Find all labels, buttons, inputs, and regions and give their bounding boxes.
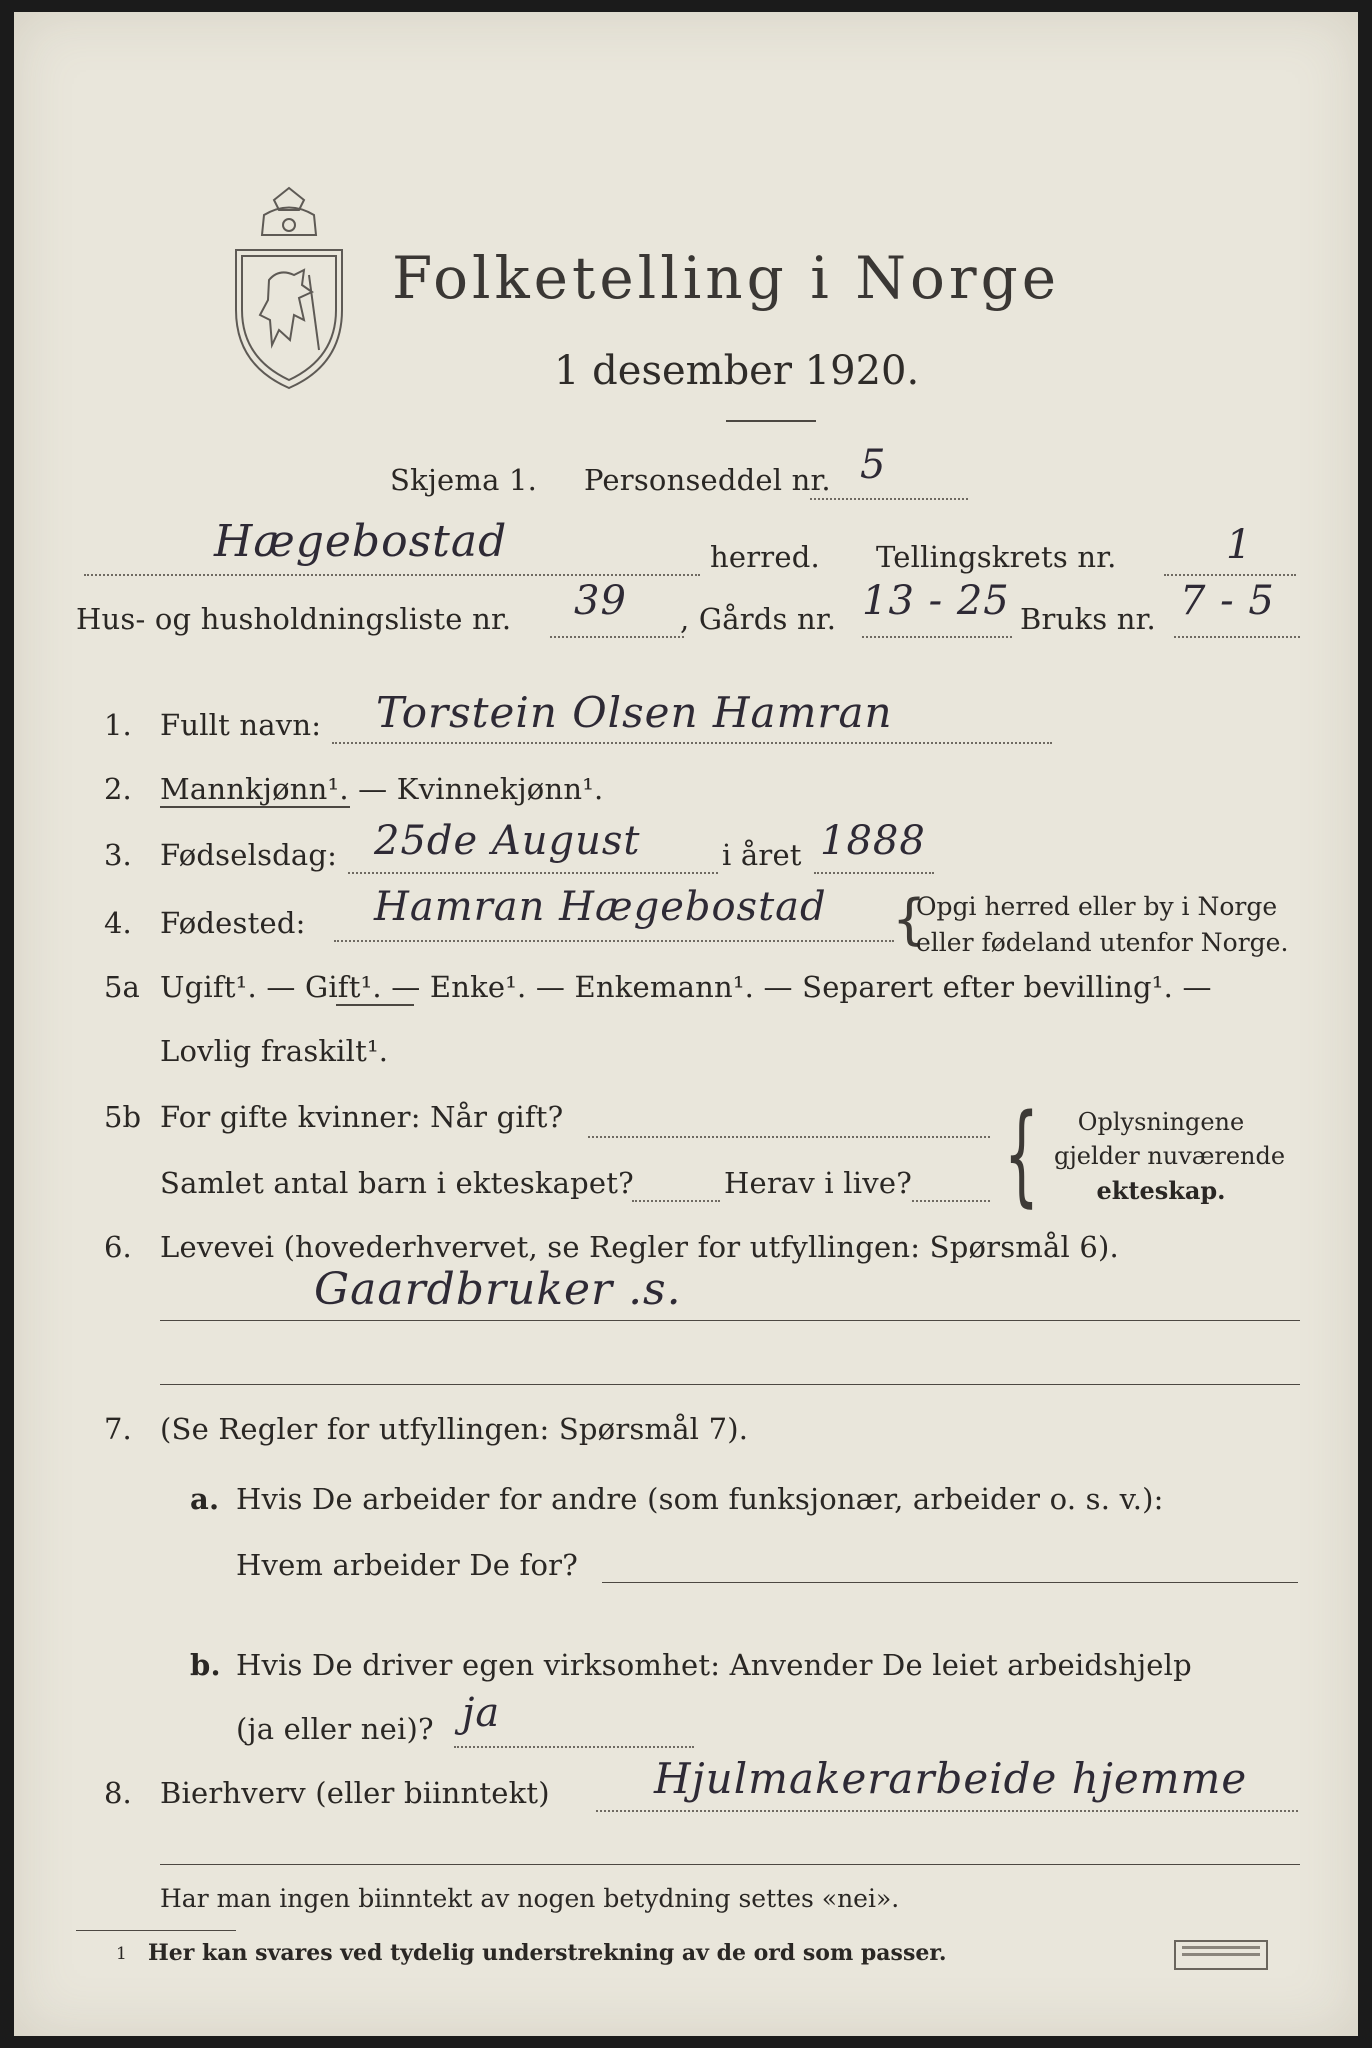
q5b-note-line2: gjelder nuværende	[1054, 1142, 1286, 1170]
q5b-married-field-line	[588, 1136, 990, 1138]
q4-field-line	[334, 940, 894, 942]
q7a-letter: a.	[190, 1482, 220, 1516]
q5b-note-line1: Oplysningene	[1077, 1108, 1245, 1136]
q7b-answer-value[interactable]: ja	[462, 1690, 501, 1736]
q3-label: Fødselsdag:	[160, 838, 338, 872]
q6-field-line-2	[160, 1384, 1300, 1385]
q4-birthplace-value[interactable]: Hamran Hægebostad	[374, 884, 827, 930]
bruks-field-line	[1174, 636, 1300, 638]
q6-label: Levevei (hovederhvervet, se Regler for utfyllingen: Spørsmål 6).	[160, 1230, 1119, 1264]
footer-note: Har man ingen biinntekt av nogen betydning settes «nei».	[160, 1884, 900, 1913]
bruks-label: Bruks nr.	[1020, 602, 1156, 636]
census-date: 1 desember 1920.	[554, 348, 920, 394]
q6-occupation-value[interactable]: Gaardbruker .s.	[314, 1264, 682, 1315]
q7b-question: Hvis De driver egen virksomhet: Anvender De leiet arbeidshjelp	[236, 1648, 1192, 1682]
q4-label: Fødested:	[160, 906, 306, 940]
herred-field-line	[84, 574, 700, 576]
q2-gender-options: Mannkjønn¹. — Kvinnekjønn¹.	[160, 772, 604, 806]
q8-field-line-2	[160, 1864, 1300, 1865]
q7b-answer-label: (ja eller nei)?	[236, 1712, 434, 1746]
bruks-value[interactable]: 7 - 5	[1180, 578, 1275, 624]
footnote-text: Her kan svares ved tydelig understrekning av de ord som passer.	[148, 1940, 947, 1966]
q4-number: 4.	[104, 906, 132, 940]
title-divider	[726, 420, 816, 422]
q7a-employer-field-line	[602, 1582, 1298, 1583]
q6-number: 6.	[104, 1230, 132, 1264]
schema-label: Skjema 1.	[390, 463, 538, 497]
q5a-marital-options: Ugift¹. — Gift¹. — Enke¹. — Enkemann¹. — Separert efter bevilling¹. —	[160, 970, 1212, 1004]
footnote-mark: 1	[116, 1944, 127, 1964]
norwegian-coat-of-arms-icon	[224, 180, 354, 395]
q8-field-line	[596, 1810, 1298, 1812]
q6-field-line-1	[160, 1320, 1300, 1321]
personseddel-label: Personseddel nr.	[584, 463, 831, 497]
q5a-selected-underline	[336, 1004, 414, 1006]
herred-value[interactable]: Hægebostad	[214, 516, 508, 567]
q5a-number: 5a	[104, 970, 140, 1004]
gards-label: , Gårds nr.	[680, 602, 837, 636]
q7a-question: Hvis De arbeider for andre (som funksjonær, arbeider o. s. v.):	[236, 1482, 1164, 1516]
tellingskrets-field-line	[1164, 574, 1296, 576]
q1-number: 1.	[104, 708, 132, 742]
q1-full-name-value[interactable]: Torstein Olsen Hamran	[376, 688, 893, 737]
gards-field-line	[862, 636, 1012, 638]
personseddel-value[interactable]: 5	[860, 442, 887, 488]
bleed-through-text	[1264, 152, 1272, 180]
q7-label: (Se Regler for utfyllingen: Spørsmål 7).	[160, 1412, 749, 1446]
husholdningsliste-label: Hus- og husholdningsliste nr.	[76, 602, 512, 636]
q8-side-income-value[interactable]: Hjulmakerarbeide hjemme	[654, 1754, 1248, 1803]
q5b-children-field-line	[632, 1200, 720, 1202]
q1-field-line	[332, 742, 1052, 744]
q5b-alive-label: Herav i live?	[724, 1166, 912, 1200]
q7a-employer-label: Hvem arbeider De for?	[236, 1548, 578, 1582]
q4-note-line2: eller fødeland utenfor Norge.	[916, 928, 1289, 957]
form-title: Folketelling i Norge	[392, 244, 1061, 312]
printer-stamp-icon	[1174, 1940, 1268, 1970]
q4-note-line1: Opgi herred eller by i Norge	[916, 892, 1278, 921]
q7b-letter: b.	[190, 1648, 221, 1682]
q3-field-line	[348, 872, 718, 874]
husholdningsliste-field-line	[550, 636, 684, 638]
q2-number: 2.	[104, 772, 132, 806]
q3-year-value[interactable]: 1888	[820, 818, 926, 864]
q8-label: Bierhverv (eller biinntekt)	[160, 1776, 550, 1810]
q7-number: 7.	[104, 1412, 132, 1446]
q5b-note-line3: ekteskap.	[1096, 1176, 1226, 1205]
q3-year-label: i året	[722, 838, 802, 872]
tellingskrets-label: Tellingskrets nr.	[876, 540, 1117, 574]
q5b-note-brace: {	[1004, 1090, 1039, 1218]
census-form-page	[14, 12, 1358, 2036]
gards-value[interactable]: 13 - 25	[862, 578, 1010, 624]
q2-selected-underline	[160, 806, 350, 808]
q7b-answer-field-line	[454, 1746, 694, 1748]
q5b-children-label: Samlet antal barn i ekteskapet?	[160, 1166, 634, 1200]
tellingskrets-value[interactable]: 1	[1226, 522, 1253, 568]
q5a-marital-options-cont: Lovlig fraskilt¹.	[160, 1034, 389, 1068]
husholdningsliste-value[interactable]: 39	[574, 578, 627, 624]
q3-number: 3.	[104, 838, 132, 872]
q3-year-field-line	[814, 872, 934, 874]
herred-label: herred.	[710, 540, 820, 574]
q5b-married-label: For gifte kvinner: Når gift?	[160, 1100, 564, 1134]
q8-number: 8.	[104, 1776, 132, 1810]
footnote-divider	[76, 1930, 236, 1931]
personseddel-field-line	[810, 498, 968, 500]
q5b-number: 5b	[104, 1100, 142, 1134]
q3-birthdate-value[interactable]: 25de August	[374, 818, 641, 864]
q5b-alive-field-line	[912, 1200, 990, 1202]
q1-label: Fullt navn:	[160, 708, 322, 742]
q4-note-brace: {	[892, 888, 927, 951]
